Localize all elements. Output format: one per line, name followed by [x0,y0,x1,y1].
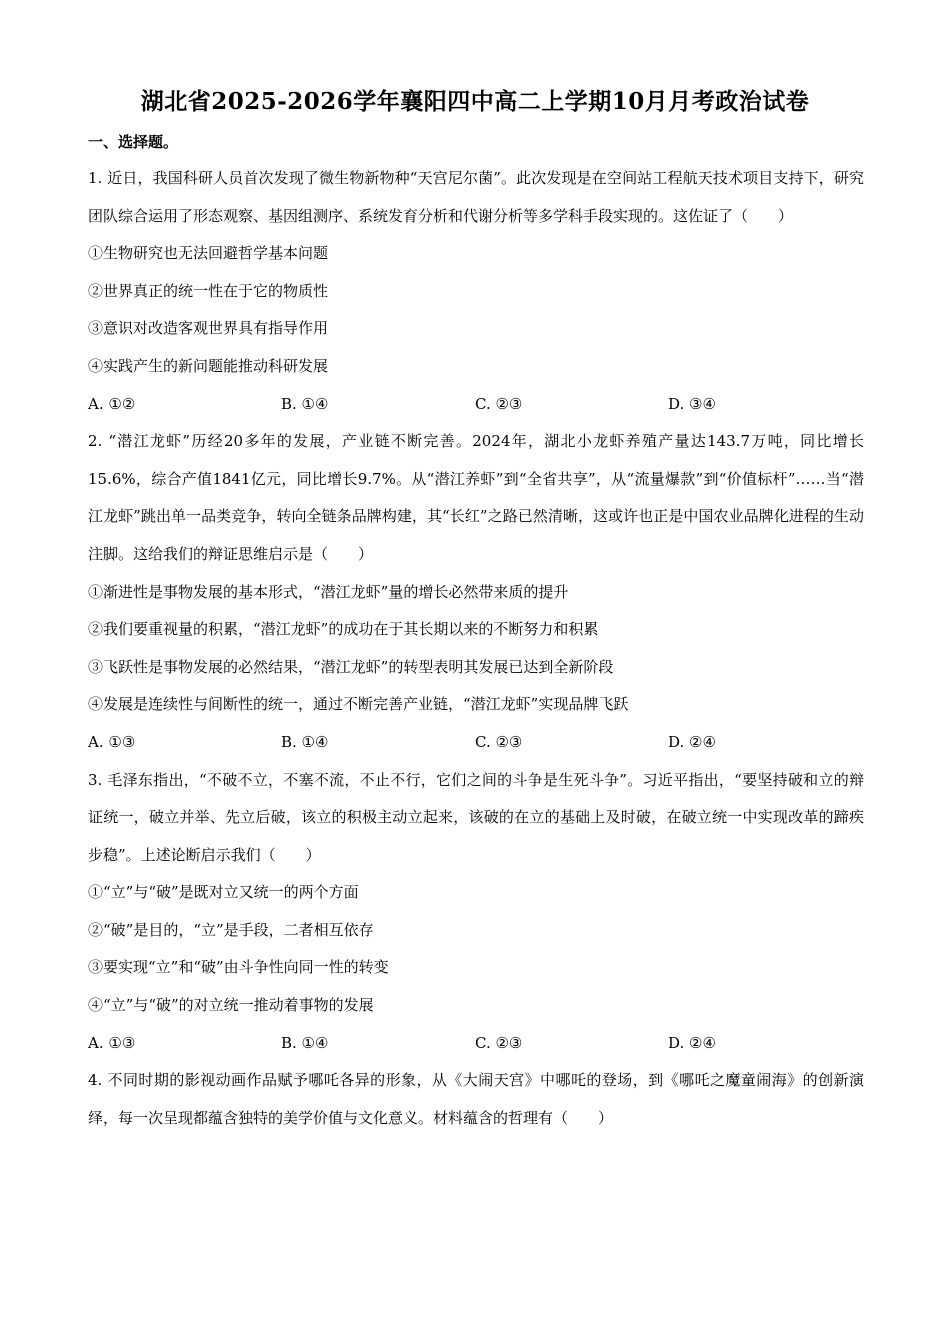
question-list [88,160,864,1137]
answer-options [88,386,864,424]
statement-2: ②世界真正的统一性在于它的物质性 [88,281,329,300]
question-3 [88,762,864,1063]
statement-2: ②我们要重视量的积累，“潜江龙虾”的成功在于其长期以来的不断努力和积累 [88,620,599,639]
statement-1: ①“立”与“破”是既对立又统一的两个方面 [88,883,359,902]
question-stem: 2. “潜江龙虾”历经20多年的发展，产业链不断完善。2024年，湖北小龙虾养殖产量达143.7万吨，同比增长15.6%，综合产值1841亿元，同比增长9.7%。从“潜江养虾”到“全省共享”，从“流量爆款”到“价值标杆”……当“潜江龙虾”跳出单一品类竞争，转向全链条品牌构建，其“长红”之路已然清晰，这或许也正是中国农业品牌化进程的生动注脚。这给我们的辩证思维启示是（ ） [88,432,864,563]
exam-title: 湖北省2025-2026学年襄阳四中高二上学期10月月考政治试卷 [140,88,810,115]
question-stem: 4. 不同时期的影视动画作品赋予哪吒各异的形象，从《大闹天宫》中哪吒的登场，到《哪吒之魔童闹海》的创新演绎，每一次呈现都蕴含独特的美学价值与文化意义。材料蕴含的哲理有（ ） [88,1071,864,1127]
statement-3: ③飞跃性是事物发展的必然结果，“潜江龙虾”的转型表明其发展已达到全新阶段 [88,657,614,676]
question-stem: 3. 毛泽东指出，“不破不立，不塞不流，不止不行，它们之间的斗争是生死斗争”。习近平指出，“要坚持破和立的辩证统一，破立并举、先立后破，该立的积极主动立起来，该破的在立的基础上及时破，在破立统一中实现改革的蹄疾步稳”。上述论断启示我们（ ） [88,770,864,864]
option-c[interactable]: C. ②③ [475,1033,523,1052]
option-a[interactable]: A. ①③ [88,1033,136,1052]
option-a[interactable]: A. ①③ [88,732,136,751]
statement-4: ④“立”与“破”的对立统一推动着事物的发展 [88,996,374,1015]
statement-2: ②“破”是目的，“立”是手段，二者相互依存 [88,920,374,939]
option-b[interactable]: B. ①④ [281,1033,329,1052]
answer-options [88,724,864,762]
option-d[interactable]: D. ②④ [668,732,716,751]
option-b[interactable]: B. ①④ [281,394,329,413]
answer-options [88,1025,864,1063]
option-c[interactable]: C. ②③ [475,732,523,751]
section-heading: 一、选择题。 [88,133,179,151]
statement-4: ④发展是连续性与间断性的统一，通过不断完善产业链，“潜江龙虾”实现品牌飞跃 [88,695,629,714]
statement-4: ④实践产生的新问题能推动科研发展 [88,356,329,375]
statement-1: ①渐进性是事物发展的基本形式，“潜江龙虾”量的增长必然带来质的提升 [88,582,569,601]
statement-1: ①生物研究也无法回避哲学基本问题 [88,244,329,263]
option-c[interactable]: C. ②③ [475,394,523,413]
option-a[interactable]: A. ①② [88,394,136,413]
question-stem: 1. 近日，我国科研人员首次发现了微生物新物种“天宫尼尔菌”。此次发现是在空间站工程航天技术项目支持下，研究团队综合运用了形态观察、基因组测序、系统发育分析和代谢分析等多学科手段实现的。这佐证了（ ） [88,169,864,225]
option-b[interactable]: B. ①④ [281,732,329,751]
question-2 [88,423,864,761]
statement-3: ③要实现“立”和“破”由斗争性向同一性的转变 [88,958,389,977]
option-d[interactable]: D. ②④ [668,1033,716,1052]
statement-3: ③意识对改造客观世界具有指导作用 [88,319,329,338]
question-1 [88,160,864,423]
option-d[interactable]: D. ③④ [668,394,716,413]
question-4 [88,1062,864,1137]
